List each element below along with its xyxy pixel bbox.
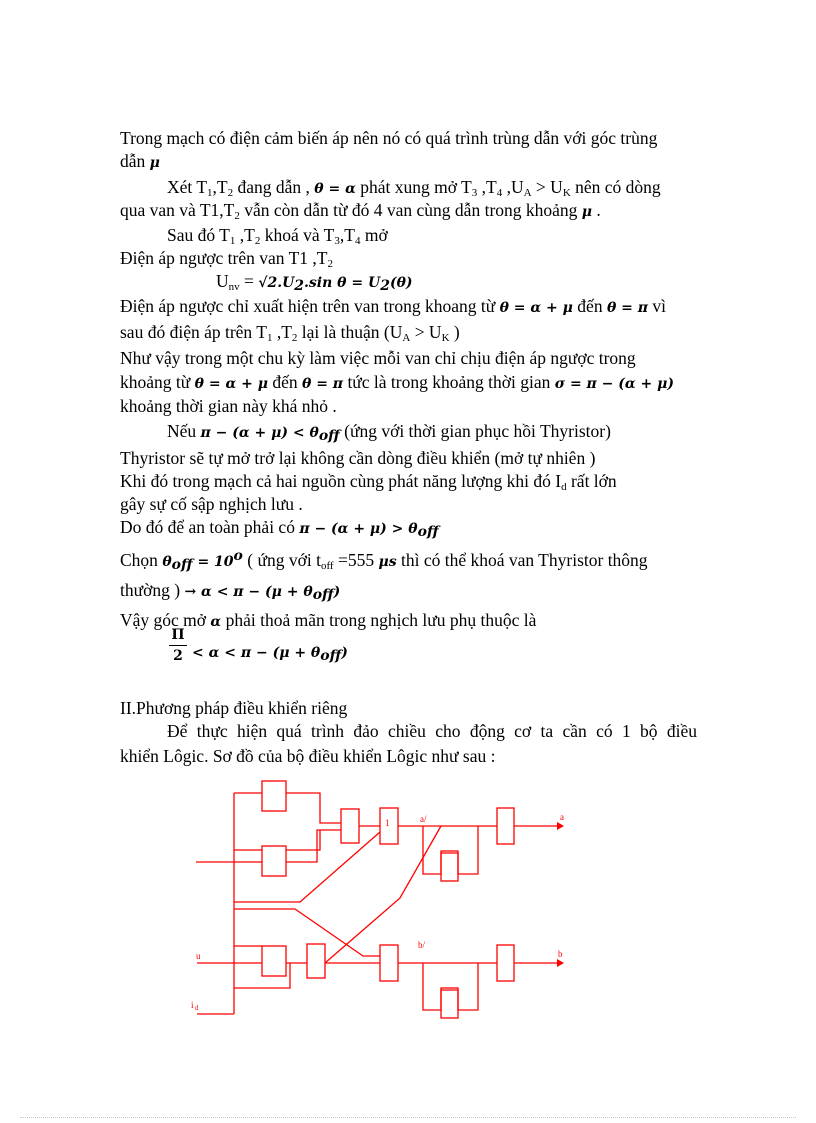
- para-11-line-2: thường ) → $\alpha < \pi - (\mu + \theta_{off})$: [120, 580, 341, 603]
- label-input-low: i: [191, 1000, 194, 1010]
- wire-lower-loop-b: [423, 963, 478, 1010]
- para-9-line-3: gây sự cố sập nghịch lưu .: [120, 494, 303, 514]
- para-9-line-2: Khi đó trong mạch cả hai nguồn cùng phát năng lượng khi đó $I_d$ rất lớn: [120, 471, 617, 493]
- label-input-low-sub: d: [195, 1004, 199, 1012]
- para-1-line-1: Trong mạch có điện cảm biến áp nên nó có quá trình trùng dẫn với góc trùng: [120, 128, 658, 148]
- page-bottom-border: [20, 1117, 796, 1118]
- gate-lower-out: [497, 945, 514, 981]
- fraction-numerator: Π: [171, 627, 185, 643]
- gate-upper-delay: [441, 851, 458, 881]
- para-9-line-1: Thyristor sẽ tự mở trở lại không cần dòng điều khiển (mở tự nhiên ): [120, 448, 596, 468]
- gate-upper-out: [497, 808, 514, 844]
- para-11-line-1: Chọn $\theta_{off} = 10^o$ ( ứng với $t_{off} =555$ μs thì có thể khoá van Thyristor thông: [120, 548, 648, 573]
- gate-lower-1: [262, 946, 286, 976]
- diagram-arrows: [557, 822, 564, 967]
- para-2-line-2: qua van và $T1,T_2$ vẫn còn dẫn từ đó 4 van cùng dẫn trong khoảng μ .: [120, 200, 601, 222]
- gate-lower-and: [307, 944, 325, 978]
- label-b-output: b: [558, 949, 563, 959]
- para-12: Vậy góc mở α phải thoả mãn trong nghịch lưu phụ thuộc là: [120, 610, 537, 630]
- fraction-denominator: 2: [173, 648, 183, 664]
- gate-upper-2: [262, 846, 286, 876]
- para-6-line-2: sau đó điện áp trên $T_1$ $,T_2$ lại là thuận ($U_A > U_K$ ): [120, 322, 460, 344]
- para-7-line-2: khoảng từ θ = α + μ đến θ = π tức là trong khoảng thời gian σ = π − (α + μ): [120, 372, 675, 392]
- label-a-prime: a/: [420, 814, 427, 824]
- formula-unv: $U_{nv} = √2.U_2.\sin$ $\theta = U_2(\theta)$: [216, 271, 413, 294]
- para-15-line-2: khiển Lôgic. Sơ đồ của bộ điều khiển Lôgic như sau :: [120, 746, 496, 766]
- label-input-mid: u: [196, 951, 201, 961]
- gate-upper-1: [262, 781, 286, 811]
- para-15-line-1: Để thực hiện quá trình đảo chiều cho động cơ ta cần có 1 bộ điều: [167, 721, 697, 741]
- section-heading: II.Phương pháp điều khiển riêng: [120, 698, 348, 718]
- gate-lower-delay: [441, 988, 458, 1018]
- para-4: Điện áp ngược trên van T1 $,T_2$: [120, 248, 333, 270]
- wire-upper-loop: [423, 826, 478, 874]
- arrow-b: [557, 959, 564, 967]
- para-1-line-2: dẫn μ: [120, 151, 160, 171]
- para-8: Nếu $\pi - (\alpha + \mu) < \theta_{off}$ (ứng với thời gian phục hồi Thyristor): [167, 421, 611, 444]
- label-b-prime: b/: [418, 940, 426, 950]
- para-3: Sau đó $T_1$ $,T_2$ khoá và $T_3,T_4$ mở: [167, 225, 388, 247]
- para-7-line-3: khoảng thời gian này khá nhỏ .: [120, 396, 337, 416]
- arrow-a: [557, 822, 564, 830]
- gate-label-1: 1: [385, 818, 390, 828]
- para-2-line-1: Xét $T_1,T_2$ đang dẫn , θ = α phát xung mở $T_3$ $,T_4$ $,U_A > U_K$ nên có dòng: [167, 177, 661, 199]
- para-10: Do đó để an toàn phải có $\pi - (\alpha + \mu) > \theta_{off}$: [120, 517, 439, 540]
- gate-and-upper: [341, 809, 359, 843]
- gate-or-lower: [380, 945, 398, 981]
- formula-alpha-range: < $\alpha < \pi - (\mu + \theta_{off})$: [192, 645, 348, 664]
- para-6-line-1: Điện áp ngược chỉ xuất hiện trên van trong khoang từ θ = α + μ đến θ = π vì: [120, 296, 667, 316]
- label-a-output: a: [560, 812, 564, 822]
- para-7-line-1: Như vậy trong một chu kỳ làm việc mỗi van chỉ chịu điện áp ngược trong: [120, 348, 636, 368]
- wire-top-loop: [234, 793, 341, 1014]
- wire-cross-down: [197, 909, 380, 963]
